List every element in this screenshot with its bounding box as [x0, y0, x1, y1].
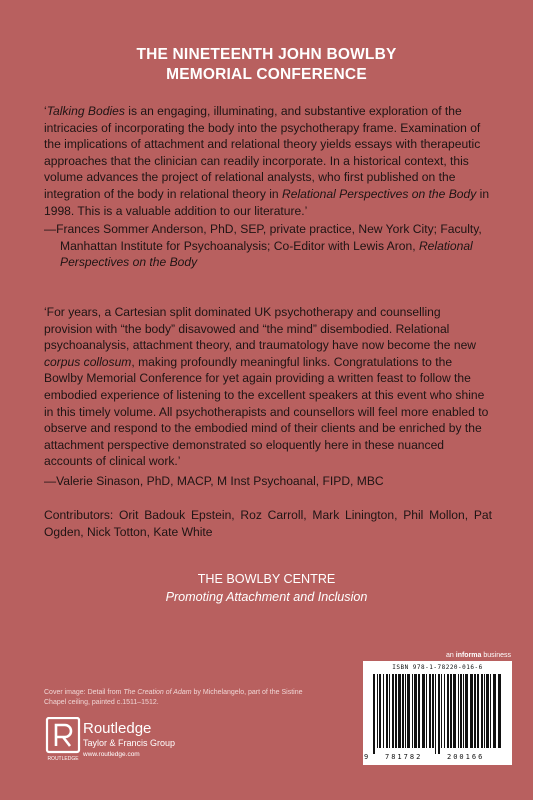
- informa-prefix: an: [446, 652, 456, 659]
- barcode-bar: [435, 674, 436, 754]
- barcode-bar: [465, 674, 468, 748]
- barcode-bar: [379, 674, 381, 748]
- barcode-bar: [470, 674, 473, 748]
- barcode-bar: [477, 674, 479, 748]
- barcode-bar: [418, 674, 420, 748]
- review-attribution-1: [44, 221, 508, 271]
- informa-suffix: business: [481, 652, 511, 659]
- barcode-bar: [447, 674, 449, 748]
- barcode-bar: [438, 674, 440, 754]
- review-quote-2: [44, 304, 492, 470]
- attribution-text: —Frances Sommer Anderson, PhD, SEP, private practice, New York City; Faculty, Manhattan Institute for Psychoanalysis; Co-Editor with Lewis Aron,: [44, 222, 482, 253]
- barcode-bar: [407, 674, 410, 748]
- barcode-bar: [402, 674, 404, 748]
- barcode-bar: [481, 674, 483, 748]
- review-quote-1: [44, 103, 492, 219]
- barcode-bar: [484, 674, 485, 748]
- quote-text: is an engaging, illuminating, and substantive exploration of the intricacies of incorporating the body into the psychotherapy frame. Examination of the implications of attachment and relational theory yields essays with therapeutic approaches that the clinician can readily incorporate. In a historical context, this volume advances the project of relational analysts, who first published on the integration of the body in relational theory in: [44, 104, 481, 201]
- barcode-digits-right: 200166: [447, 753, 485, 761]
- barcode-bar: [450, 674, 452, 748]
- quote-text: ‘For years, a Cartesian split dominated UK psychotherapy and counselling provision with “the body” disavowed and “the mind” disembodied. Relational psychoanalysis, attachment theory, and traumatology have now become the new: [44, 305, 477, 353]
- barcode-bar: [460, 674, 462, 748]
- isbn-barcode: [363, 661, 512, 765]
- isbn-label: ISBN 978-1-78220-016-6: [392, 664, 483, 671]
- review-attribution-2: —Valerie Sinason, PhD, MACP, M Inst Psychoanal, FIPD, MBC: [44, 474, 384, 488]
- logo-wordmark: ROUTLEDGE: [47, 756, 79, 762]
- barcode-bar: [474, 674, 476, 748]
- barcode-bar: [463, 674, 464, 748]
- barcode-bar: [386, 674, 388, 748]
- barcode-bar: [493, 674, 496, 748]
- credit-text: Cover image: Detail from: [44, 689, 124, 696]
- attribution-book: Relational Perspectives on the Body: [60, 238, 473, 270]
- barcode-bar: [453, 674, 456, 748]
- barcode-bar: [458, 674, 459, 748]
- quote-cited-book: Relational Perspectives on the Body: [282, 186, 477, 201]
- barcode-bar: [373, 674, 375, 754]
- quote-text-end: in 1998. This is a valuable addition to our literature.’: [44, 186, 490, 218]
- quote-italic-term: corpus collosum: [44, 354, 132, 369]
- barcode-bar: [432, 674, 434, 748]
- barcode-bar: [389, 674, 390, 748]
- barcode-bar: [383, 674, 384, 748]
- title-line-1: THE NINETEENTH JOHN BOWLBY: [136, 46, 397, 63]
- centre-tagline: Promoting Attachment and Inclusion: [165, 590, 368, 604]
- publisher-group: Taylor & Francis Group: [83, 738, 176, 748]
- barcode-bar: [422, 674, 425, 748]
- barcode-bar: [412, 674, 413, 748]
- barcode-digit-first: 9: [364, 753, 369, 761]
- routledge-logo-icon: [44, 717, 82, 763]
- contributors-list: Contributors: Orit Badouk Epstein, Roz Carroll, Mark Linington, Phil Mollon, Pat Ogden, Nick Totton, Kate White: [44, 508, 492, 539]
- bowlby-centre-block: [0, 570, 533, 606]
- credit-text-end: by Michelangelo, part of the Sistine Chapel ceiling, painted c.1511–1512.: [44, 689, 303, 706]
- barcode-bar: [498, 674, 501, 748]
- publisher-url: www.routledge.com: [83, 751, 140, 758]
- publisher-name: Routledge: [83, 720, 152, 737]
- publisher-block: [83, 720, 175, 760]
- barcode-bar: [405, 674, 406, 748]
- barcode-bar: [490, 674, 491, 748]
- barcode-bar: [429, 674, 431, 748]
- barcode-bar: [486, 674, 489, 748]
- centre-name: THE BOWLBY CENTRE: [197, 572, 336, 586]
- book-title: [0, 45, 533, 85]
- barcode-bar: [441, 674, 442, 748]
- cover-image-credit: [44, 688, 304, 707]
- barcode-bars: [369, 674, 506, 754]
- informa-brand: informa: [455, 652, 482, 659]
- informa-business-label: [421, 652, 511, 659]
- barcode-bar: [426, 674, 427, 748]
- barcode-bar: [414, 674, 417, 748]
- credit-artwork: The Creation of Adam: [123, 689, 192, 696]
- quote-text-end: , making profoundly meaningful links. Congratulations to the Bowlby Memorial Conference for yet again providing a written feast to follow the embodied experience of listening to the excellent speakers at this event who shine in this timely volume. All psychotherapists and counsellors will feel more enabled to observe and respond to the embodied mind of their clients and be enriched by the attachment perspective demonstrated so eloquently here in these nuanced accounts of clinical work.’: [44, 354, 489, 469]
- quote-book-title: Talking Bodies: [46, 104, 125, 118]
- title-line-2: MEMORIAL CONFERENCE: [166, 66, 367, 83]
- barcode-digits-left: 781782: [385, 753, 423, 761]
- barcode-bar: [395, 674, 397, 748]
- quote-open-mark: ‘: [44, 104, 47, 118]
- barcode-bar: [377, 674, 378, 748]
- barcode-bar: [444, 674, 445, 748]
- barcode-bar: [398, 674, 401, 748]
- barcode-bar: [392, 674, 394, 748]
